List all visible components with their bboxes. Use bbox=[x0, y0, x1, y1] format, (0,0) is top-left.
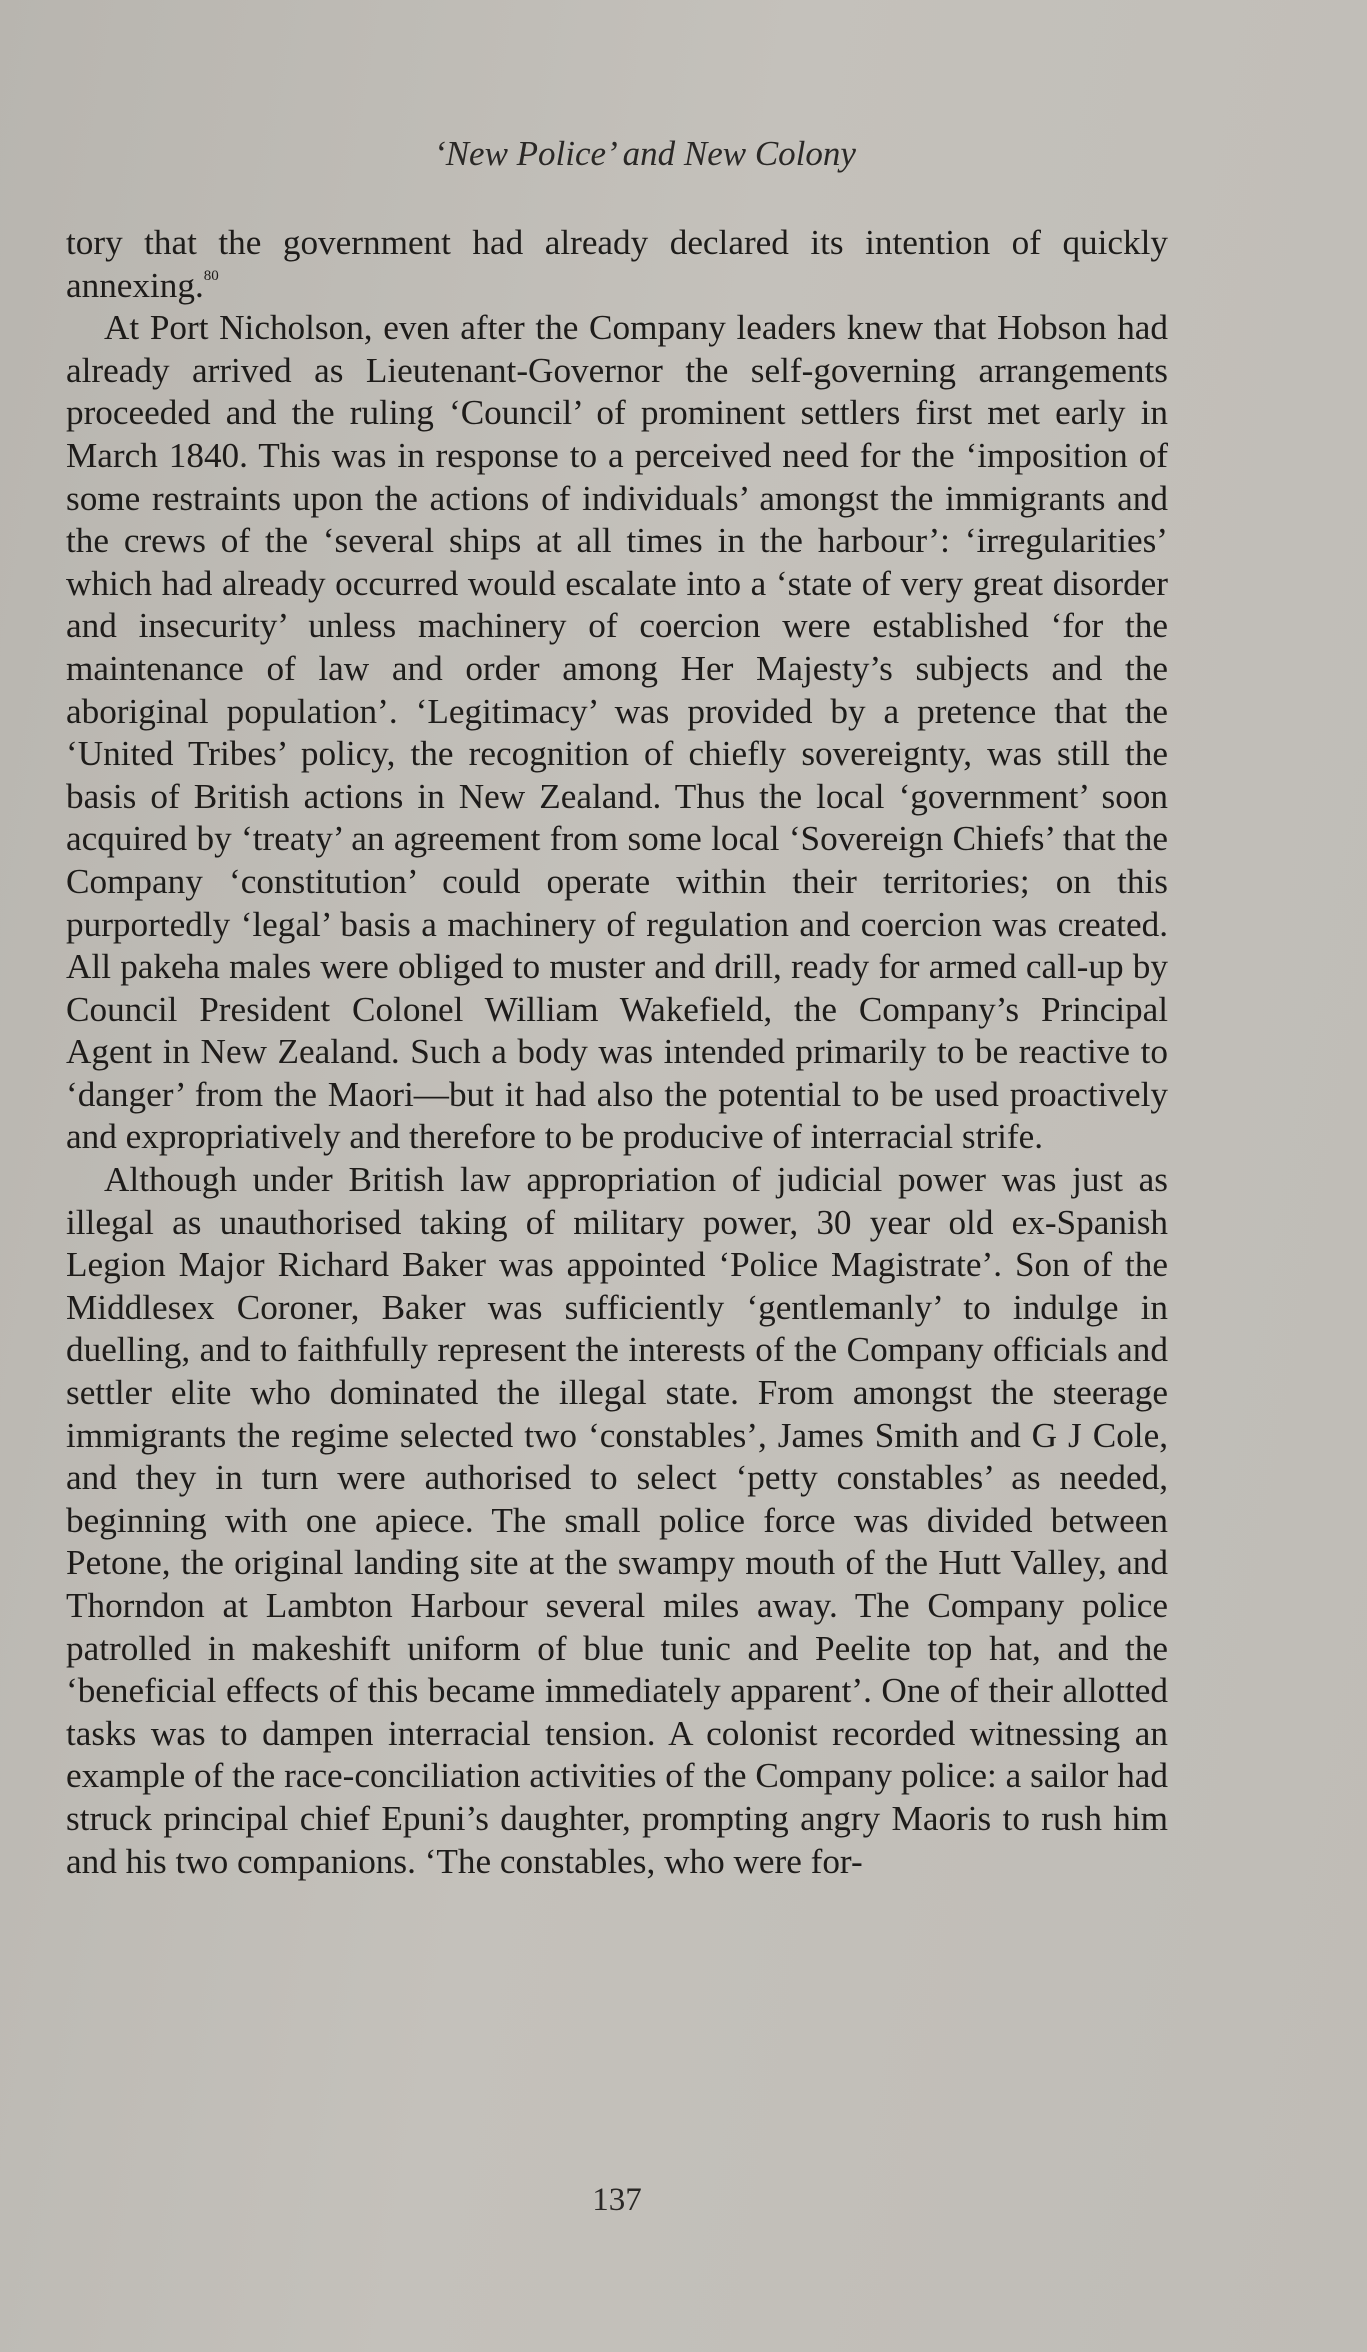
footnote-marker: 80 bbox=[203, 267, 219, 284]
page-number: 137 bbox=[592, 2182, 642, 2218]
body-text bbox=[66, 222, 1168, 1883]
paragraph: At Port Nicholson, even after the Company leaders knew that Hobson had already arrived as Lieutenant-Governor the self-governing arrangements proceeded and the ruling ‘Council’ of prominent settlers first met early in March 1840. This was in response to a perceived need for the ‘imposition of some restraints upon the actions of individuals’ amongst the immigrants and the crews of the ‘several ships at all times in the harbour’: ‘irregularities’ which had already occurred would escalate into a ‘state of very great disorder and insecurity’ unless machinery of coercion were established ‘for the maintenance of law and order among Her Majesty’s subjects and the aboriginal population’. ‘Legitimacy’ was provided by a pretence that the ‘United Tribes’ policy, the recognition of chiefly sovereignty, was still the basis of British actions in New Zealand. Thus the local ‘government’ soon acquired by ‘treaty’ an agreement from some local ‘Sovereign Chiefs’ that the Company ‘constitution’ could operate within their territories; on this purportedly ‘legal’ basis a machinery of regulation and coercion was created. All pakeha males were obliged to muster and drill, ready for armed call-up by Council President Colonel William Wakefield, the Company’s Principal Agent in New Zealand. Such a body was intended primarily to be reactive to ‘danger’ from the Maori—but it had also the potential to be used proactively and expropriatively and therefore to be producive of interracial strife. bbox=[66, 308, 1168, 1157]
paragraph-continuation bbox=[66, 222, 1168, 307]
running-head: ‘New Police’ and New Colony bbox=[434, 134, 856, 173]
paragraph-text: tory that the government had already declared its intention of quickly annexing. bbox=[66, 223, 1168, 305]
paragraph: Although under British law appropriation of judicial power was just as illegal as unauthorised taking of military power, 30 year old ex-Spanish Legion Major Richard Baker was appointed ‘Police Magistrate’. Son of the Middlesex Coroner, Baker was sufficiently ‘gentlemanly’ to indulge in duelling, and to faithfully represent the interests of the Company officials and settler elite who dominated the illegal state. From amongst the steerage immigrants the regime selected two ‘constables’, James Smith and G J Cole, and they in turn were authorised to select ‘petty constables’ as needed, beginning with one apiece. The small police force was divided between Petone, the original landing site at the swampy mouth of the Hutt Valley, and Thorndon at Lambton Harbour several miles away. The Company police patrolled in makeshift uniform of blue tunic and Peelite top hat, and the ‘beneficial effects of this became immediately apparent’. One of their allotted tasks was to dampen interracial tension. A colonist recorded witnessing an example of the race-conciliation activities of the Company police: a sailor had struck principal chief Epuni’s daughter, prompting angry Maoris to rush him and his two companions. ‘The constables, who were for- bbox=[66, 1160, 1168, 1881]
